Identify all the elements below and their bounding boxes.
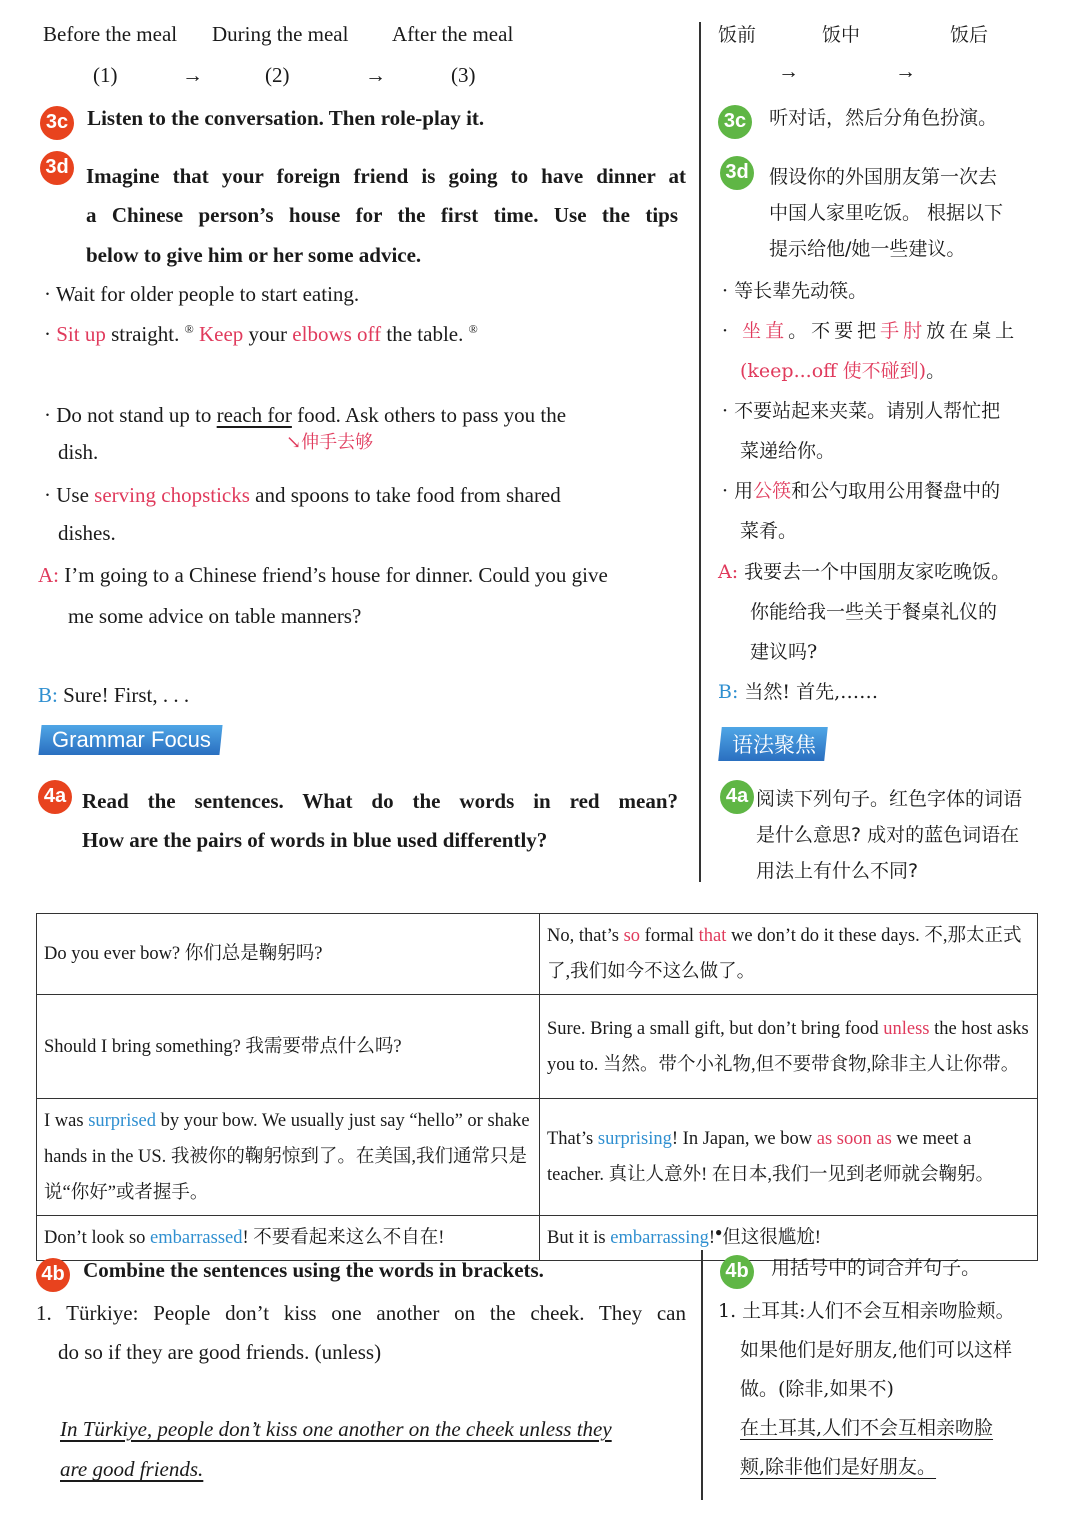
tip-2-red-3: elbows off	[292, 322, 382, 346]
dialog-a-zh	[718, 553, 1010, 593]
audio-icon: ®	[184, 322, 194, 336]
instruction-3d-line1: Imagine that your foreign friend is going to have dinner at	[86, 164, 686, 188]
bullet: ·	[44, 403, 51, 427]
tip-2-zh-line2	[740, 352, 945, 392]
tip-2-text-1: straight.	[105, 322, 180, 346]
table-cell	[540, 914, 1038, 995]
cell-text: Sure. Bring a small gift, but don’t bring food	[547, 1018, 884, 1039]
question-1-zh-line1: 1. 土耳其:人们不会互相亲吻脸颊。	[718, 1300, 1015, 1322]
cell-text: formal	[640, 926, 699, 946]
cell-text: we don’t do it these days. 不,那太正式了,我们如今不这么做了。	[547, 926, 1022, 983]
tip-3-line2: dish.	[58, 440, 99, 464]
tip-4-zh-text-1: 用	[734, 480, 754, 502]
cell-text: we meet a teacher. 真让人意外! 在日本,我们一见到老师就会鞠躬。	[547, 1129, 995, 1186]
bullet: ·	[44, 483, 51, 507]
tip-2-text-3: the table.	[381, 322, 464, 346]
bullet: ·	[722, 480, 729, 502]
dialog-a-zh-line3: 建议吗?	[750, 641, 818, 663]
tip-4-text-2: and spoons to take food from shared	[249, 483, 561, 507]
cell-blue-word: surprised	[88, 1111, 157, 1132]
answer-1-line1: In Türkiye, people don’t kiss one another on the cheek unless they	[60, 1417, 612, 1441]
table-cell	[37, 1099, 540, 1216]
section-3c	[40, 102, 690, 141]
dialog-a	[38, 556, 688, 595]
cell-text: ! In Japan, we bow	[671, 1129, 817, 1150]
answer-1-line2: are good friends.	[60, 1457, 204, 1481]
cell-text: ! 不要看起来这么不自在!	[242, 1228, 445, 1249]
cell-text: That’s	[547, 1129, 598, 1150]
tip-4-red: serving chopsticks	[94, 483, 250, 507]
cell-text: 但这很尴尬!	[722, 1228, 821, 1249]
instruction-3c-zh: 听对话，然后分角色扮演。	[769, 107, 998, 129]
tip-2-zh-red-2: 手肘	[880, 320, 927, 342]
tip-4	[44, 476, 684, 515]
instruction-4b: Combine the sentences using the words in brackets.	[83, 1258, 544, 1282]
grammar-focus-label: Grammar Focus	[52, 727, 211, 752]
section-4b	[36, 1254, 686, 1293]
cell-text: But it is	[547, 1228, 611, 1249]
cell-red-word: as soon as	[816, 1129, 892, 1150]
cell-blue-word: surprising	[597, 1129, 672, 1150]
dialog-a-zh-line1: 我要去一个中国朋友家吃晚饭。	[744, 561, 1011, 583]
badge-3d: 3d	[40, 151, 74, 185]
tip-4-zh-line2: 菜肴。	[740, 520, 798, 542]
handwritten-note	[286, 428, 373, 454]
table-cell	[540, 1099, 1038, 1216]
tip-2-zh-text-2: 放在桌上	[926, 320, 1019, 342]
cell-blue-word: embarrassing	[610, 1228, 709, 1249]
badge-3d-zh: 3d	[720, 156, 754, 190]
grammar-focus-tag	[38, 725, 222, 755]
audio-icon: ®	[468, 322, 478, 336]
cell-text: No, that’s	[547, 926, 624, 946]
after-meal-label: After the meal	[392, 22, 514, 46]
dialog-b-zh-line1: 当然! 首先,……	[744, 681, 879, 703]
bullet: ·	[722, 400, 729, 422]
tip-2-zh-red-1: 坐直	[742, 320, 789, 342]
table-row	[37, 1099, 1038, 1216]
blank-3: (3)	[451, 63, 476, 87]
tip-4-zh	[722, 472, 1000, 512]
instruction-3d-line2: a Chinese person’s house for the first time. Use the tips	[86, 203, 678, 227]
instruction-3c: Listen to the conversation. Then role-play it.	[87, 106, 485, 130]
answer-1-zh-line1: 在土耳其,人们不会互相亲吻脸	[740, 1417, 994, 1439]
arrow-icon: →	[895, 59, 916, 83]
cell-text: !	[708, 1228, 716, 1249]
instruction-4a-zh-line1: 阅读下列句子。红色字体的词语	[756, 788, 1023, 810]
tip-1	[44, 275, 359, 314]
dialog-a-line1: I’m going to a Chinese friend’s house for dinner. Could you give	[64, 563, 608, 587]
after-meal-zh: 饭后	[950, 24, 989, 46]
question-1-line2: do so if they are good friends. (unless)	[58, 1340, 382, 1364]
tip-3-zh-text: 不要站起来夹菜。请别人帮忙把	[734, 400, 1001, 422]
question-1-zh-line2: 如果他们是好朋友,他们可以这样	[740, 1339, 1013, 1361]
instruction-3d-zh-line2: 中国人家里吃饭。 根据以下	[769, 202, 1004, 224]
bullet: ·	[722, 320, 733, 342]
arrow-icon: →	[365, 63, 386, 87]
dialog-a-zh-line2: 你能给我一些关于餐桌礼仪的	[750, 601, 998, 623]
answer-1-zh-line2: 颊,除非他们是好朋友。	[740, 1456, 937, 1478]
instruction-4b-zh: 用括号中的词合并句子。	[771, 1257, 981, 1279]
dialog-b-line1: Sure! First, . . .	[63, 683, 190, 707]
tip-2-red-2: Keep	[198, 322, 244, 346]
note-arrow-icon: ↘	[286, 432, 302, 453]
badge-4b: 4b	[36, 1258, 70, 1292]
tip-2	[44, 315, 478, 354]
badge-4a: 4a	[38, 780, 72, 814]
tip-2-zh-text-1: 。不要把	[788, 320, 881, 342]
column-divider-top	[699, 22, 701, 882]
badge-3c: 3c	[40, 106, 74, 140]
dialog-b	[38, 676, 189, 715]
table-cell	[540, 995, 1038, 1099]
arrow-icon: →	[182, 63, 203, 87]
instruction-4a-line2: How are the pairs of words in blue used differently?	[82, 828, 548, 852]
badge-4a-zh: 4a	[720, 780, 754, 814]
instruction-3d-zh-line1: 假设你的外国朋友第一次去	[769, 166, 998, 188]
grammar-table	[36, 913, 1038, 1261]
speaker-a-label: A:	[38, 563, 59, 587]
dialog-b-zh	[718, 673, 878, 713]
instruction-4a-line1: Read the sentences. What do the words in red mean?	[82, 789, 678, 813]
grammar-focus-tag-zh	[718, 727, 828, 761]
before-meal-zh: 饭前	[718, 24, 757, 46]
tip-3-text-2: food. Ask others to pass you the	[291, 403, 567, 427]
speaker-b-label-zh: B:	[718, 681, 739, 703]
cell-red-word: so	[623, 926, 641, 946]
tip-2-zh	[722, 312, 1018, 352]
badge-4b-zh: 4b	[720, 1255, 754, 1289]
cell-text: the host asks you to. 当然。带个小礼物,但不要带食物,除非主人让你带。	[547, 1018, 1029, 1075]
tip-4-line2: dishes.	[58, 521, 116, 545]
tip-4-zh-text-2: 和公勺取用公用餐盘中的	[791, 480, 1001, 502]
table-cell	[37, 914, 540, 995]
blank-2: (2)	[265, 63, 290, 87]
tip-4-text-1: Use	[56, 483, 95, 507]
speaker-b-label: B:	[38, 683, 58, 707]
cell-text: I was	[44, 1111, 89, 1132]
bullet: ·	[722, 280, 729, 302]
table-cell	[37, 995, 540, 1099]
table-row	[37, 914, 1038, 995]
grammar-focus-label-zh: 语法聚焦	[732, 733, 816, 757]
cell-text: Don’t look so	[44, 1228, 151, 1249]
tip-1-zh-text: 等长辈先动筷。	[734, 280, 868, 302]
cell-red-word: that	[698, 926, 727, 946]
speaker-a-label-zh: A:	[718, 561, 739, 583]
tip-3-text-1: Do not stand up to	[56, 403, 217, 427]
cell-red-word: unless	[883, 1018, 930, 1039]
tip-1-zh	[722, 272, 867, 312]
column-divider-bottom	[701, 1250, 703, 1500]
tip-4-zh-red: 公筷	[753, 480, 792, 502]
cell-text: Should I bring something? 我需要带点什么吗?	[44, 1036, 402, 1057]
instruction-3d-line3: below to give him or her some advice.	[86, 243, 422, 267]
cell-text: Do you ever bow? 你们总是鞠躬吗?	[44, 944, 323, 965]
before-meal-label: Before the meal	[43, 22, 178, 46]
cell-text: by your bow. We usually just say “hello” or shake hands in the US. 我被你的鞠躬惊到了。在美国,我们通常只是说“你好”或者握手。	[44, 1111, 530, 1204]
question-1-line1: 1. Türkiye: People don’t kiss one another on the cheek. They can	[36, 1301, 686, 1325]
tip-2-red-1: Sit up	[56, 322, 106, 346]
question-1-zh-line3: 做。(除非,如果不)	[740, 1378, 894, 1400]
instruction-4a-zh-line3: 用法上有什么不同?	[756, 860, 919, 882]
tip-2-text-2: your	[243, 322, 293, 346]
dialog-a-line2: me some advice on table manners?	[68, 604, 362, 628]
tip-2-zh-end: 。	[926, 360, 946, 382]
tip-3-phrase: reach for	[216, 403, 292, 427]
arrow-icon: →	[778, 59, 799, 83]
during-meal-label: During the meal	[212, 22, 349, 46]
tip-3-zh-line2: 菜递给你。	[740, 440, 836, 462]
audio-icon: ●	[715, 1225, 723, 1240]
bullet: ·	[44, 282, 51, 306]
section-4b-zh	[720, 1254, 1070, 1289]
section-3c-zh	[718, 104, 1068, 139]
blank-1: (1)	[93, 63, 118, 87]
badge-3c-zh: 3c	[718, 105, 752, 139]
during-meal-zh: 饭中	[822, 24, 861, 46]
instruction-4a-zh-line2: 是什么意思? 成对的蓝色词语在	[756, 824, 1020, 846]
bullet: ·	[44, 322, 51, 346]
cell-blue-word: embarrassed	[150, 1228, 243, 1249]
note-text: 伸手去够	[301, 432, 374, 453]
instruction-3d-zh-line3: 提示给他/她一些建议。	[769, 238, 966, 260]
tip-3-zh	[722, 392, 1000, 432]
tip-1-text: Wait for older people to start eating.	[55, 282, 360, 306]
tip-2-zh-note: (keep...off 使不碰到)	[740, 360, 927, 382]
table-row	[37, 995, 1038, 1099]
